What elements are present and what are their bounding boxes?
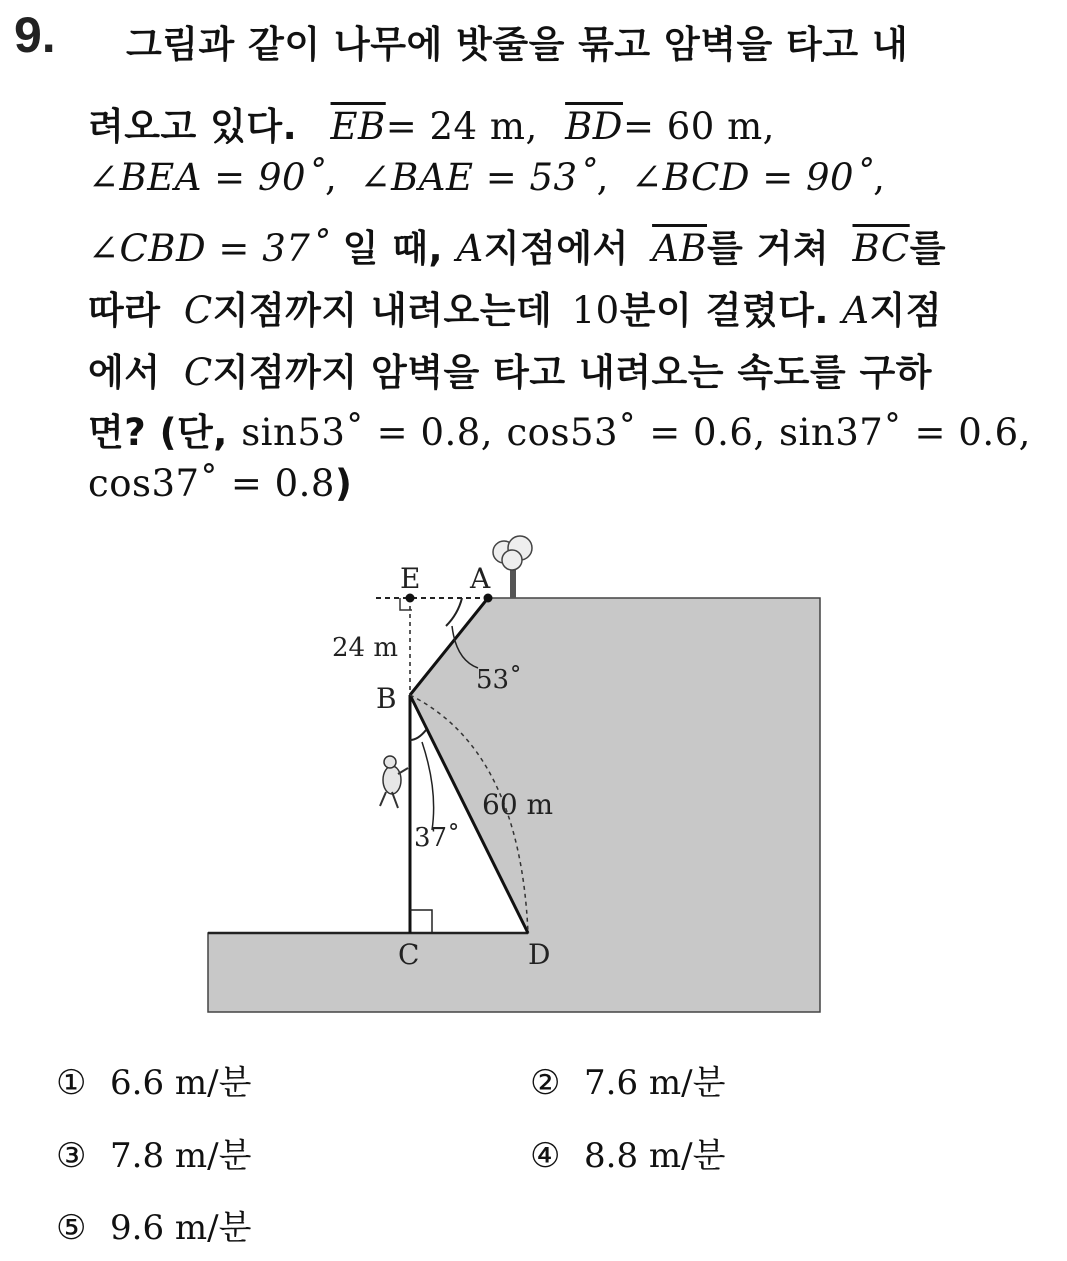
choice-5[interactable] (56, 1200, 251, 1249)
problem-line-3: ∠BEA = 90˚, ∠BAE = 53˚, ∠BCD = 90˚, (88, 156, 886, 199)
problem-line-1: 그림과 같이 나무에 밧줄을 묶고 암벽을 타고 내 (126, 23, 909, 66)
choice-2[interactable] (530, 1055, 725, 1104)
label-a: A (470, 562, 491, 595)
angle-bea: ∠BEA = 90˚ (88, 156, 326, 199)
sin37: sin37˚ = 0.6, (779, 411, 1031, 454)
line4-text-d: 를 (909, 227, 946, 270)
problem-line-4 (88, 218, 1007, 272)
angle-bae: ∠BAE = 53˚ (359, 156, 597, 199)
angle-37-pointer (422, 742, 434, 830)
angle-arc-37 (410, 730, 426, 740)
tree-icon (493, 536, 532, 598)
label-c: C (398, 938, 420, 971)
choice-4-mark: ④ (530, 1136, 561, 1176)
line6-point-c: C (183, 351, 213, 394)
right-angle-c (410, 910, 432, 933)
line5-text-c: 분이 걸렸다. (619, 289, 829, 332)
line7-text-a: 면? (단, (88, 411, 228, 454)
choice-1-mark: ① (56, 1063, 87, 1103)
point-a: A (456, 227, 484, 270)
line6-text-a: 에서 (88, 351, 161, 394)
line5-point-a: A (842, 289, 870, 332)
angle-cbd: ∠CBD = 37˚ (88, 227, 330, 270)
label-bd-length: 60 m (482, 788, 554, 821)
angle-bcd: ∠BCD = 90˚ (631, 156, 874, 199)
choice-3[interactable] (56, 1128, 251, 1177)
problem-number: 9. (14, 7, 56, 63)
choice-3-mark: ③ (56, 1136, 87, 1176)
cos53: cos53˚ = 0.6, (506, 411, 766, 454)
problem-line-6 (88, 342, 1007, 396)
segment-eb: $\overline{EB}$ (330, 105, 386, 148)
label-angle-53: 53˚ (476, 665, 523, 695)
time-value: 10 (571, 289, 620, 332)
label-eb-length: 24 m (332, 633, 399, 663)
line4-text-b: 지점에서 (483, 227, 629, 270)
segment-eb-value: = 24 m (385, 105, 526, 148)
choice-1[interactable] (56, 1055, 251, 1104)
choice-4[interactable] (530, 1128, 725, 1177)
choice-2-mark: ② (530, 1063, 561, 1103)
problem-line-7 (88, 402, 1031, 456)
choice-4-text: 8.8 m/분 (584, 1136, 726, 1176)
angle-arc-53 (446, 598, 462, 626)
label-angle-37: 37˚ (414, 823, 461, 853)
choice-5-mark: ⑤ (56, 1208, 87, 1248)
segment-bd: $\overline{BD}$ (565, 105, 623, 148)
close-paren: ) (334, 462, 353, 505)
line2-text: 려오고 있다. (88, 105, 298, 148)
line5-text-d: 지점 (869, 289, 942, 332)
line5-text-a: 따라 (88, 289, 161, 332)
choice-1-text: 6.6 m/분 (110, 1063, 252, 1103)
choice-3-text: 7.8 m/분 (110, 1136, 252, 1176)
label-b: B (376, 682, 397, 715)
segment-bd-value: = 60 m (622, 105, 763, 148)
cliff-diagram (200, 530, 830, 1020)
cos37: cos37˚ = 0.8 (88, 462, 335, 505)
climber-icon (380, 756, 408, 808)
problem-line-2: 려오고 있다. $\overline{EB}= 24$ m, $\overline{BD}= 60$ m, (88, 105, 775, 148)
line6-text-b: 지점까지 암벽을 타고 내려오는 속도를 구하 (212, 351, 932, 394)
sin53: sin53˚ = 0.8, (241, 411, 494, 454)
problem-line-8 (88, 462, 1007, 505)
label-e: E (400, 562, 421, 595)
segment-ab: $\overline{AB}$ (652, 227, 707, 270)
choice-5-text: 9.6 m/분 (110, 1208, 252, 1248)
label-d: D (528, 938, 551, 971)
point-c: C (183, 289, 213, 332)
line5-text-b: 지점까지 내려오는데 (212, 289, 553, 332)
line4-text-a: 일 때, (342, 227, 444, 270)
choice-2-text: 7.6 m/분 (584, 1063, 726, 1103)
segment-bc: $\overline{BC}$ (852, 227, 910, 270)
problem-line-5 (88, 280, 1007, 334)
line4-text-c: 를 거쳐 (707, 227, 830, 270)
